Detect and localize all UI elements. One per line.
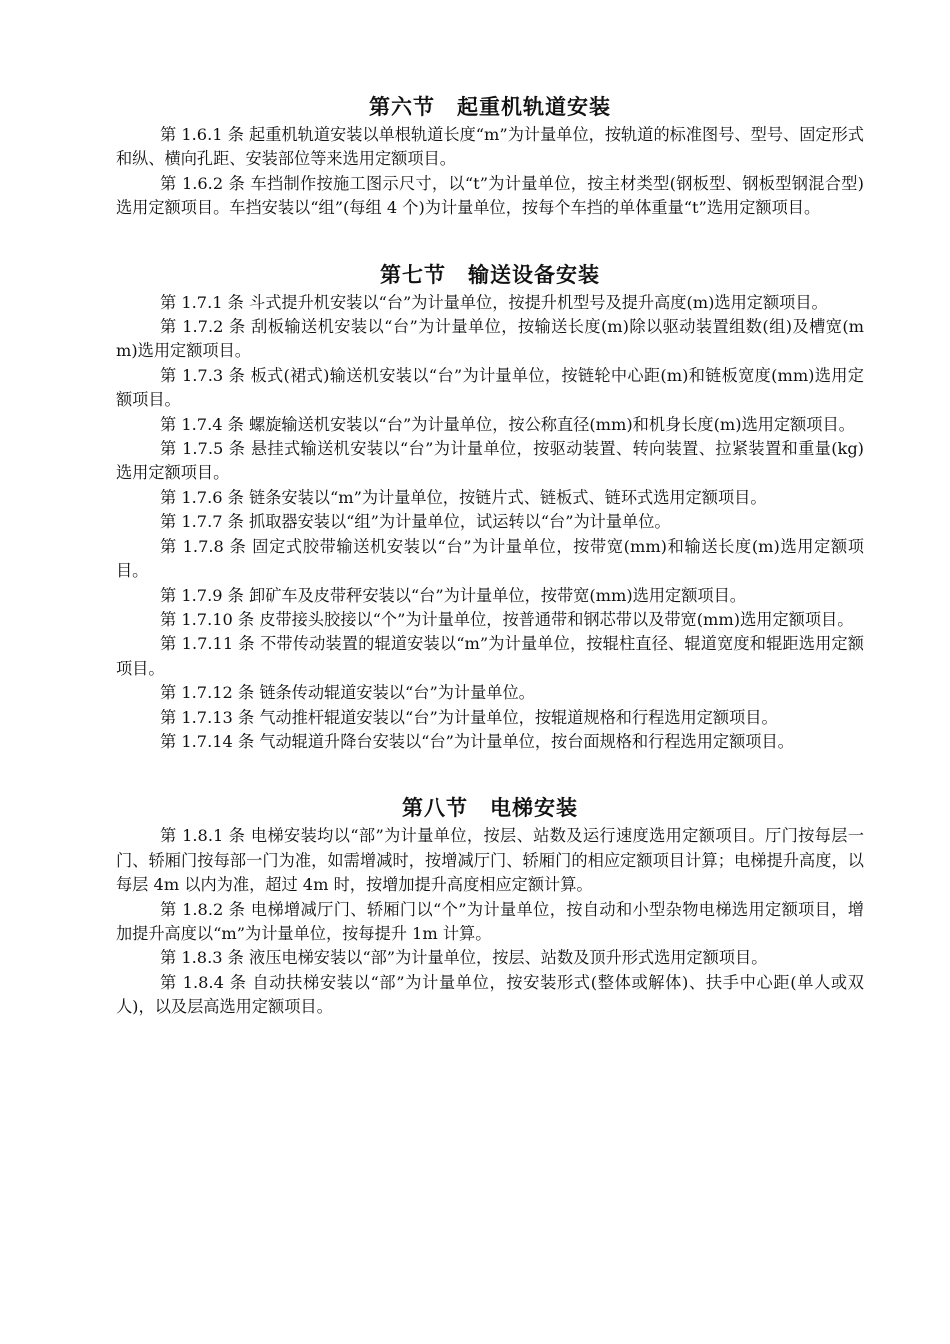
clause-1-7-2 — [116, 315, 864, 364]
clause-number: 第 1.7.13 条 — [160, 707, 255, 727]
clause-text: 液压电梯安装以“部”为计量单位，按层、站数及顶升形式选用定额项目。 — [249, 948, 768, 968]
clause-1-7-3 — [116, 364, 864, 413]
clause-1-7-9 — [116, 584, 864, 608]
clause-number: 第 1.7.6 条 — [160, 487, 244, 507]
clause-number: 第 1.7.9 条 — [160, 585, 244, 605]
clause-number: 第 1.7.8 条 — [160, 536, 247, 556]
clause-text: 气动辊道升降台安装以“台”为计量单位，按台面规格和行程选用定额项目。 — [259, 731, 794, 751]
clause-text: 斗式提升机安装以“台”为计量单位，按提升机型号及提升高度(m)选用定额项目。 — [249, 292, 828, 312]
clause-number: 第 1.7.2 条 — [160, 317, 246, 337]
document-page — [116, 0, 864, 1020]
clause-1-7-13 — [116, 706, 864, 730]
clause-number: 第 1.7.4 条 — [160, 414, 244, 434]
clause-1-7-4 — [116, 413, 864, 437]
clause-text: 悬挂式输送机安装以“台”为计量单位，按驱动装置、转向装置、拉紧装置和重量(kg)选用定额项目。 — [116, 439, 864, 483]
clause-number: 第 1.7.5 条 — [160, 439, 246, 459]
clause-1-7-5 — [116, 437, 864, 486]
clause-1-7-7 — [116, 510, 864, 534]
clause-number: 第 1.7.1 条 — [160, 292, 244, 312]
clause-number: 第 1.8.4 条 — [160, 972, 247, 992]
clause-1-7-8 — [116, 535, 864, 584]
clause-number: 第 1.7.11 条 — [160, 634, 255, 654]
clause-text: 固定式胶带输送机安装以“台”为计量单位，按带宽(mm)和输送长度(m)选用定额项目。 — [116, 536, 864, 581]
clause-text: 板式(裙式)输送机安装以“台”为计量单位，按链轮中心距(m)和链板宽度(mm)选用定额项目。 — [116, 365, 864, 410]
clause-number: 第 1.6.2 条 — [160, 173, 246, 193]
clause-number: 第 1.8.1 条 — [160, 826, 246, 846]
clause-1-6-2 — [116, 172, 864, 221]
clause-text: 车挡制作按施工图示尺寸，以“t”为计量单位，按主材类型(钢板型、钢板型钢混合型)选用定额项目。车挡安装以“组”(每组 4 个)为计量单位，按每个车挡的单体重量“t”选用定额项目。 — [116, 173, 864, 218]
clause-text: 链条安装以“m”为计量单位，按链片式、链板式、链环式选用定额项目。 — [249, 487, 767, 507]
clause-text: 抓取器安装以“组”为计量单位，试运转以“台”为计量单位。 — [249, 512, 671, 532]
clause-text: 气动推杆辊道安装以“台”为计量单位，按辊道规格和行程选用定额项目。 — [259, 707, 778, 727]
clause-1-7-12 — [116, 681, 864, 705]
clause-text: 自动扶梯安装以“部”为计量单位，按安装形式(整体或解体)、扶手中心距(单人或双人)，以及层高选用定额项目。 — [116, 972, 864, 1017]
clause-text: 链条传动辊道安装以“台”为计量单位。 — [259, 683, 535, 703]
clause-text: 电梯安装均以“部”为计量单位，按层、站数及运行速度选用定额项目。厅门按每层一门、轿厢门按每部一门为准，如需增减时，按增减厅门、轿厢门的相应定额项目计算；电梯提升高度，以每层 4m 以内为准，超过 4m 时，按增加提升高度相应定额计算。 — [116, 826, 864, 895]
clause-1-7-10 — [116, 608, 864, 632]
clause-1-8-4 — [116, 971, 864, 1020]
clause-text: 起重机轨道安装以单根轨道长度“m”为计量单位，按轨道的标准图号、型号、固定形式和纵、横向孔距、安装部位等来选用定额项目。 — [116, 125, 864, 169]
section-title-7: 第七节 输送设备安装 — [380, 262, 600, 287]
clause-text: 不带传动装置的辊道安装以“m”为计量单位，按辊柱直径、辊道宽度和辊距选用定额项目。 — [116, 634, 864, 678]
clause-number: 第 1.7.14 条 — [160, 731, 255, 751]
section-title-8: 第八节 电梯安装 — [402, 796, 578, 821]
clause-text: 皮带接头胶接以“个”为计量单位，按普通带和钢芯带以及带宽(mm)选用定额项目。 — [259, 609, 854, 629]
clause-1-7-6 — [116, 486, 864, 510]
clause-text: 卸矿车及皮带秤安装以“台”为计量单位，按带宽(mm)选用定额项目。 — [249, 585, 746, 605]
clause-1-7-14 — [116, 730, 864, 754]
clause-1-8-2 — [116, 898, 864, 947]
clause-number: 第 1.7.7 条 — [160, 512, 244, 532]
clause-text: 刮板输送机安装以“台”为计量单位，按输送长度(m)除以驱动装置组数(组)及槽宽(mm)选用定额项目。 — [116, 317, 864, 361]
clause-1-7-11 — [116, 632, 864, 681]
clause-1-8-1 — [116, 824, 864, 897]
clause-number: 第 1.6.1 条 — [160, 125, 244, 144]
clause-number: 第 1.7.3 条 — [160, 365, 246, 385]
clause-number: 第 1.8.2 条 — [160, 899, 246, 919]
clause-number: 第 1.7.10 条 — [160, 609, 255, 629]
clause-1-7-1 — [116, 291, 864, 315]
clause-1-8-3 — [116, 946, 864, 970]
clause-1-6-1 — [116, 123, 864, 172]
clause-text: 电梯增减厅门、轿厢门以“个”为计量单位，按自动和小型杂物电梯选用定额项目，增加提升高度以“m”为计量单位，按每提升 1m 计算。 — [116, 899, 864, 943]
clause-number: 第 1.7.12 条 — [160, 683, 255, 703]
clause-number: 第 1.8.3 条 — [160, 948, 244, 968]
clause-text: 螺旋输送机安装以“台”为计量单位，按公称直径(mm)和机身长度(m)选用定额项目。 — [249, 414, 855, 434]
section-title-6: 第六节 起重机轨道安装 — [369, 95, 611, 119]
